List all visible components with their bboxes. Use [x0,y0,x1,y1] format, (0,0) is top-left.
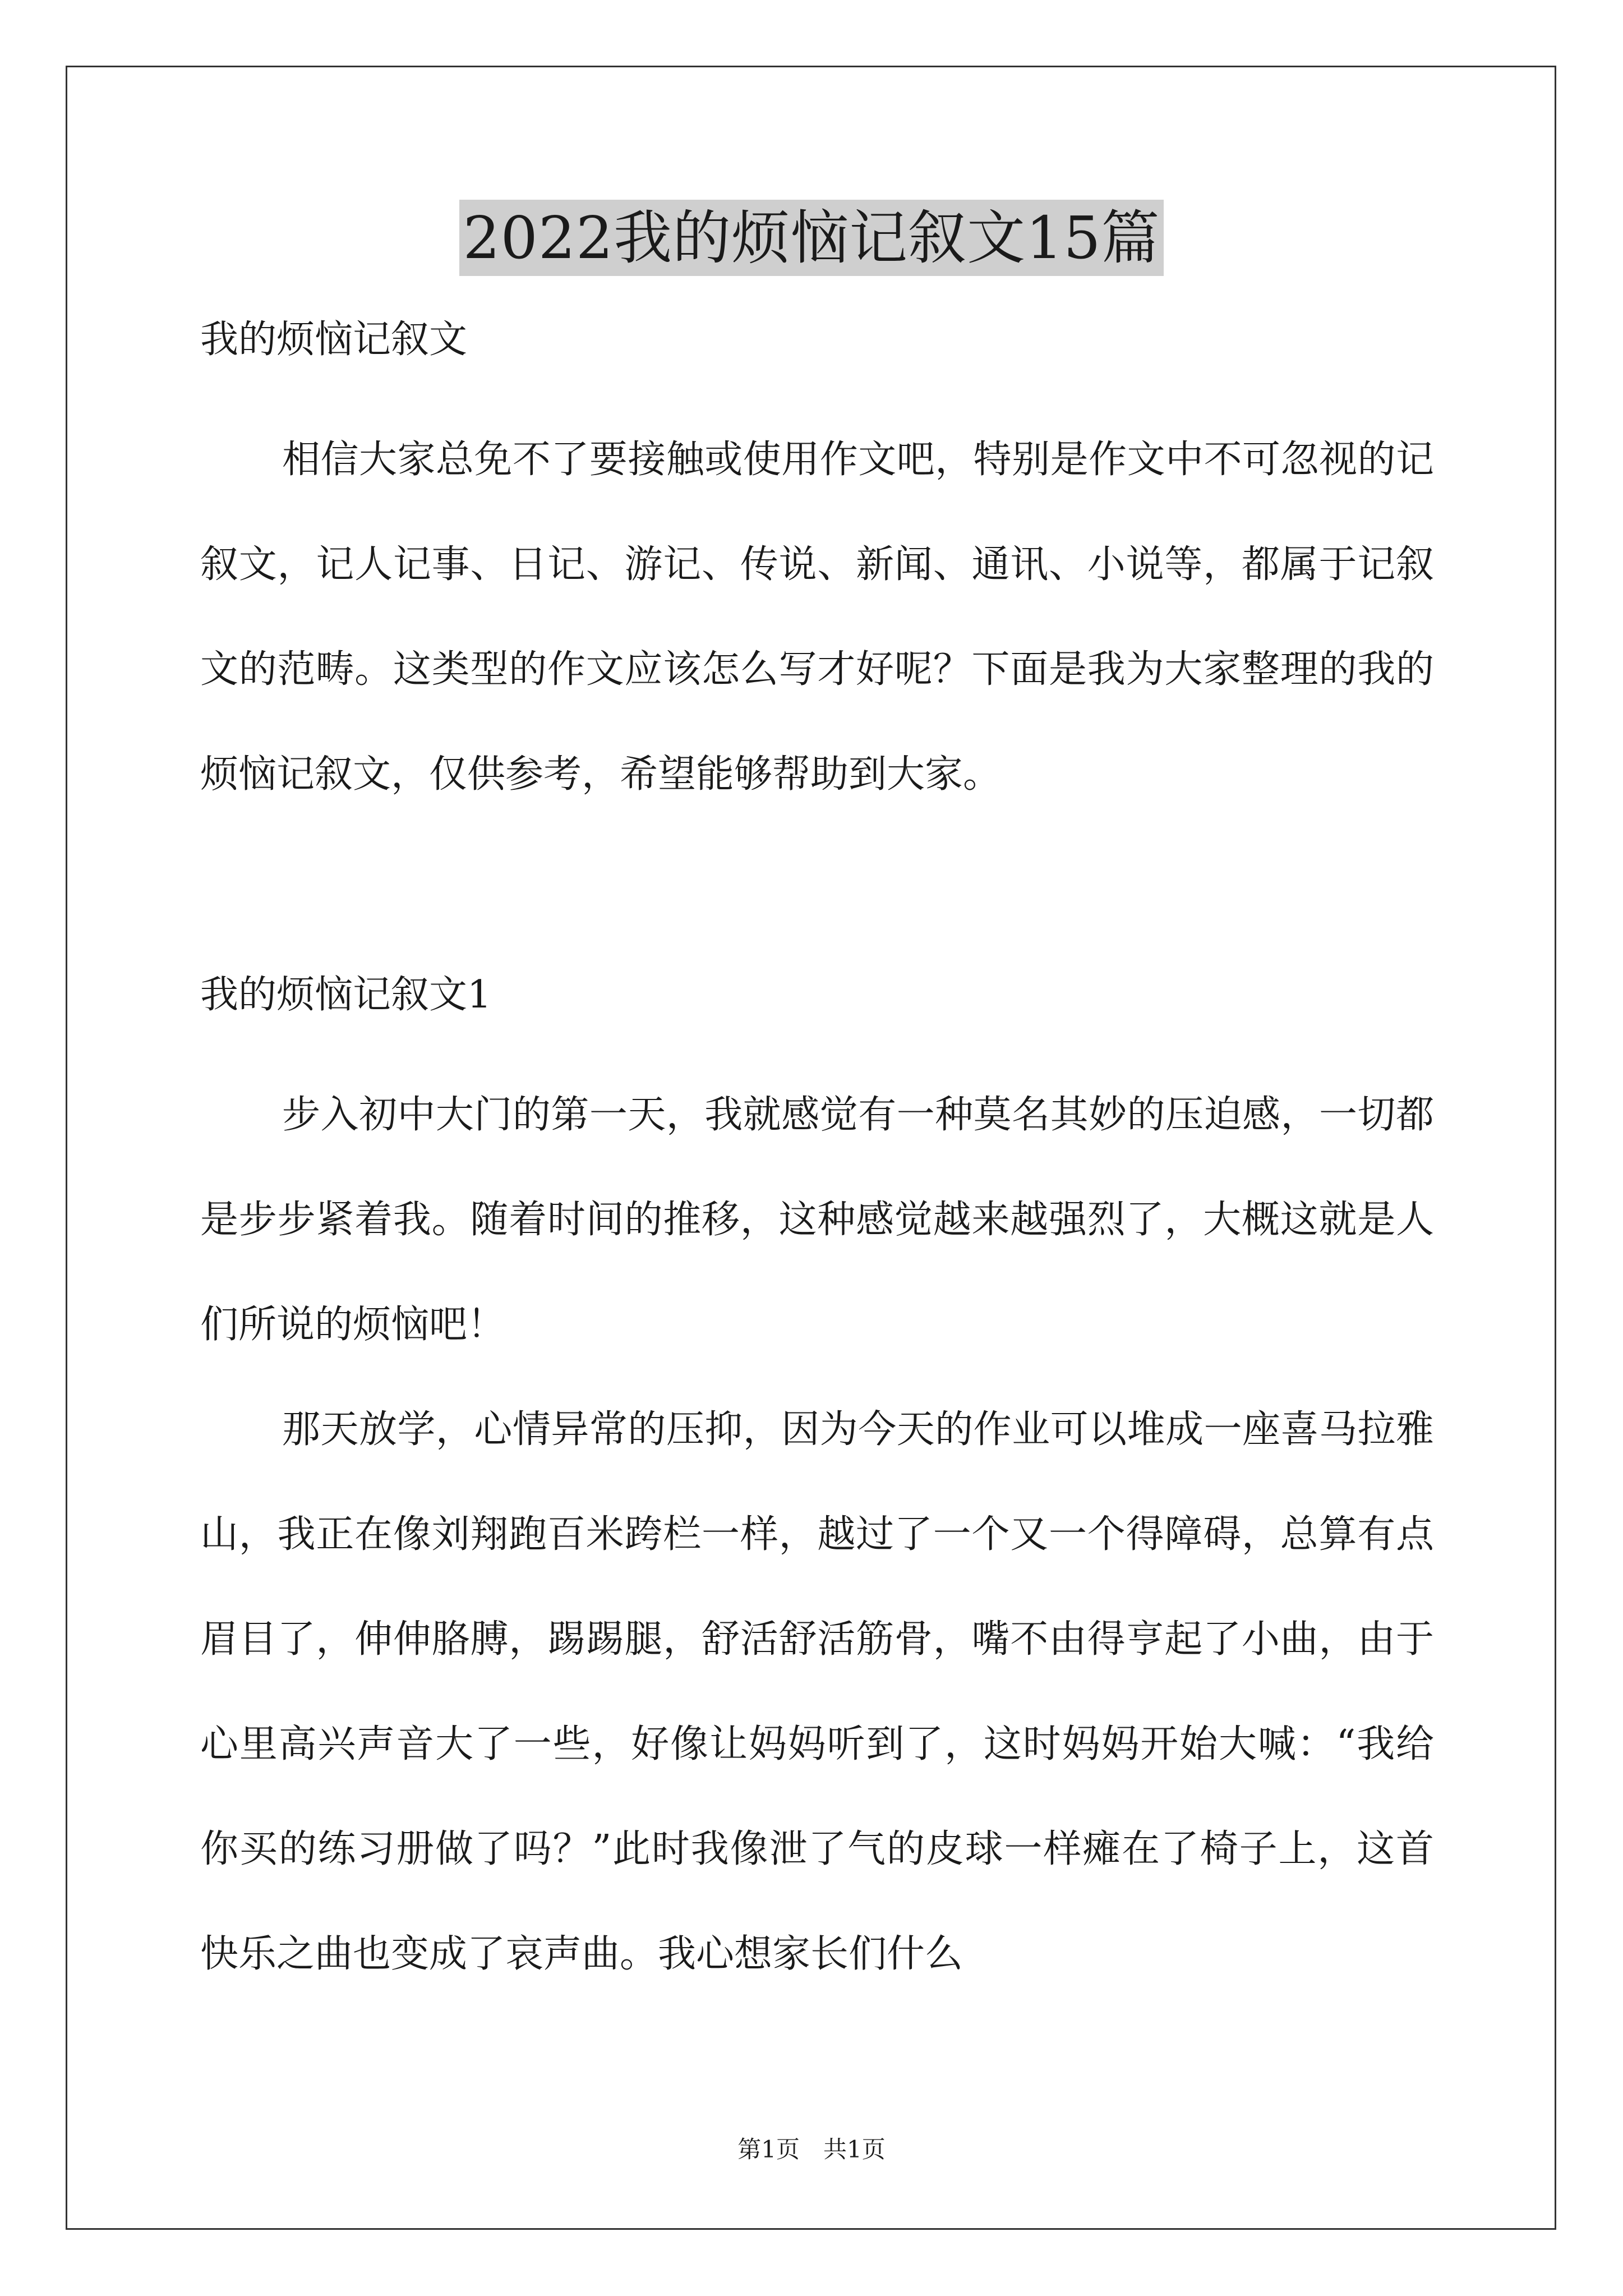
section-heading: 我的烦恼记叙文 [200,318,468,362]
page-footer: 第1页 共1页 [737,2136,886,2163]
section-heading-1: 我的烦恼记叙文1 [200,973,492,1017]
document-title: 2022我的烦恼记叙文15篇 [459,200,1163,276]
body-paragraph-2: 那天放学，心情异常的压抑，因为今天的作业可以堆成一座喜马拉雅山，我正在像刘翔跑百米跨栏一样，越过了一个又一个得障碍，总算有点眉目了，伸伸胳膊，踢踢腿，舒活舒活筋骨，嘴不由得亨起了小曲，由于心里高兴声音大了一些，好像让妈妈听到了，这时妈妈开始大喊：“我给你买的练习册做了吗？”此时我像泄了气的皮球一样瘫在了椅子上，这首快乐之曲也变成了哀声曲。我心想家长们什么 [200,1407,1434,1976]
intro-paragraph: 相信大家总免不了要接触或使用作文吧，特别是作文中不可忽视的记叙文，记人记事、日记、游记、传说、新闻、通讯、小说等，都属于记叙文的范畴。这类型的作文应该怎么写才好呢？下面是我为大家整理的我的烦恼记叙文，仅供参考，希望能够帮助到大家。 [200,438,1434,797]
body-paragraph-1: 步入初中大门的第一天，我就感觉有一种莫名其妙的压迫感，一切都是步步紧着我。随着时间的推移，这种感觉越来越强烈了，大概这就是人们所说的烦恼吧！ [200,1093,1434,1347]
title-container [0,200,1623,276]
document-body [200,312,1434,2007]
